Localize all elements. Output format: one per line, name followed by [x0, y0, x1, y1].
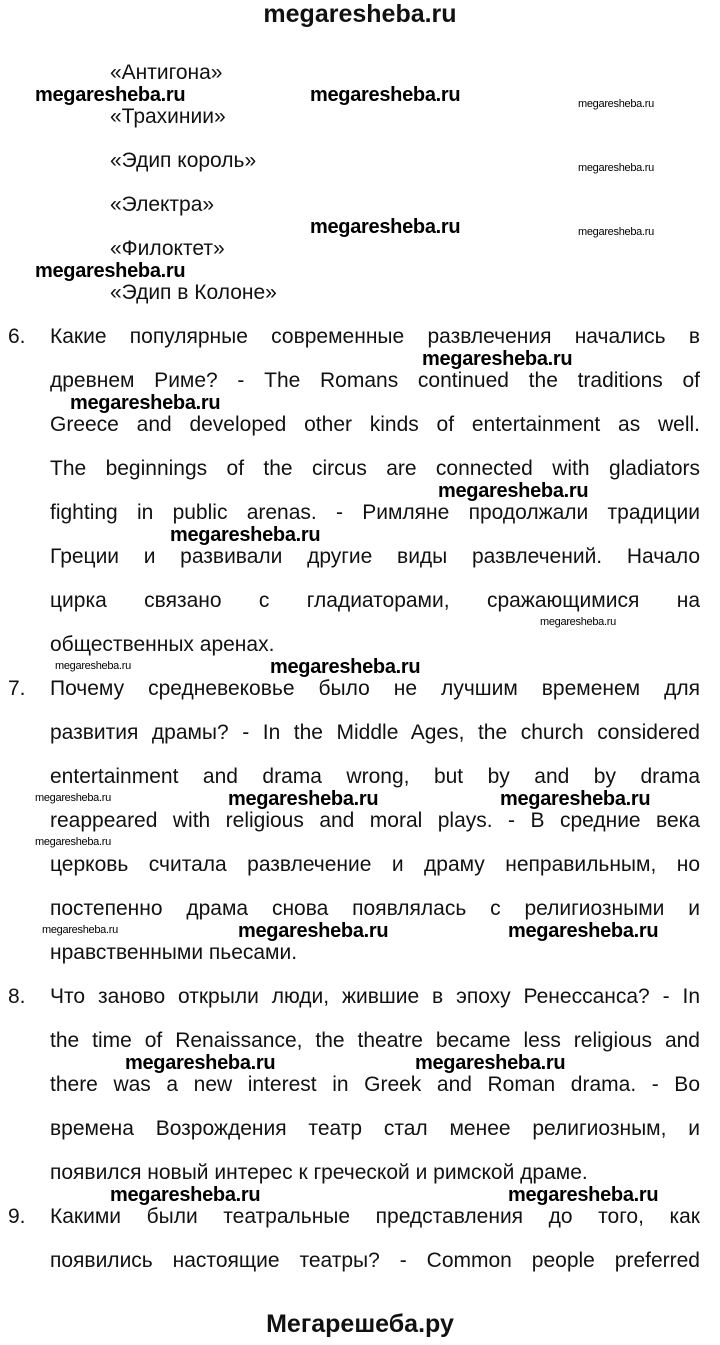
watermark: megaresheba.ru [270, 656, 421, 678]
play-title: «Электра» [110, 193, 215, 216]
watermark: megaresheba.ru [110, 1184, 261, 1206]
item-number: 6. [8, 325, 26, 348]
watermark: megaresheba.ru [238, 920, 389, 942]
play-title: «Антигона» [110, 61, 223, 84]
play-title: «Филоктет» [110, 237, 225, 260]
play-title: «Трахинии» [110, 105, 226, 128]
watermark: megaresheba.ru [228, 788, 379, 810]
item-text-line: Greece and developed other kinds of entertainment as well. [50, 413, 700, 436]
watermark: megaresheba.ru [35, 260, 186, 282]
watermark: megaresheba.ru [540, 616, 616, 628]
item-text-line: постепенно драма снова появлялась с религиозными и [50, 897, 700, 920]
item-number: 7. [8, 677, 26, 700]
item-text-line: появились настоящие театры? - Common people preferred [50, 1249, 700, 1272]
watermark: megaresheba.ru [310, 216, 461, 238]
watermark: megaresheba.ru [35, 836, 111, 848]
item-text-line: there was a new interest in Greek and Roman drama. - Во [50, 1073, 700, 1096]
watermark: megaresheba.ru [70, 392, 221, 414]
item-text-line: Почему средневековье было не лучшим временем для [50, 677, 700, 700]
watermark: megaresheba.ru [500, 788, 651, 810]
site-header: megaresheba.ru [263, 0, 457, 28]
item-text-line: the time of Renaissance, the theatre became less religious and [50, 1029, 700, 1052]
watermark: megaresheba.ru [35, 792, 111, 804]
item-text-line: развития драмы? - In the Middle Ages, the church considered [50, 721, 700, 744]
watermark: megaresheba.ru [42, 924, 118, 936]
item-text-line: цирка связано с гладиаторами, сражающимися на [50, 589, 700, 612]
watermark: megaresheba.ru [170, 524, 321, 546]
item-text-line: Какие популярные современные развлечения начались в [50, 325, 700, 348]
watermark: megaresheba.ru [422, 348, 573, 370]
item-text-line: нравственными пьесами. [50, 941, 298, 964]
watermark: megaresheba.ru [35, 84, 186, 106]
item-number: 9. [8, 1205, 26, 1228]
item-text-line: Греции и развивали другие виды развлечений. Начало [50, 545, 700, 568]
play-title: «Эдип в Колоне» [110, 281, 277, 304]
watermark: megaresheba.ru [310, 84, 461, 106]
watermark: megaresheba.ru [508, 1184, 659, 1206]
watermark: megaresheba.ru [578, 98, 654, 110]
item-text-line: общественных аренах. [50, 633, 275, 656]
watermark: megaresheba.ru [578, 226, 654, 238]
item-text-line: появился новый интерес к греческой и римской драме. [50, 1161, 588, 1184]
item-number: 8. [8, 985, 26, 1008]
item-text-line: Какими были театральные представления до того, как [50, 1205, 700, 1228]
watermark: megaresheba.ru [438, 480, 589, 502]
item-text-line: reappeared with religious and moral plays. - В средние века [50, 809, 700, 832]
watermark: megaresheba.ru [415, 1052, 566, 1074]
item-text-line: fighting in public arenas. - Римляне продолжали традиции [50, 501, 700, 524]
play-title: «Эдип король» [110, 149, 257, 172]
item-text-line: времена Возрождения театр стал менее религиозным, и [50, 1117, 700, 1140]
item-text-line: The beginnings of the circus are connected with gladiators [50, 457, 700, 480]
watermark: megaresheba.ru [55, 660, 131, 672]
item-text-line: древнем Риме? - The Romans continued the traditions of [50, 369, 700, 392]
item-text-line: церковь считала развлечение и драму неправильным, но [50, 853, 700, 876]
watermark: megaresheba.ru [508, 920, 659, 942]
watermark: megaresheba.ru [125, 1052, 276, 1074]
item-text-line: entertainment and drama wrong, but by and by drama [50, 765, 700, 788]
item-text-line: Что заново открыли люди, жившие в эпоху Ренессанса? - In [50, 985, 700, 1008]
site-footer: Мегарешеба.ру [266, 1310, 454, 1338]
watermark: megaresheba.ru [578, 162, 654, 174]
